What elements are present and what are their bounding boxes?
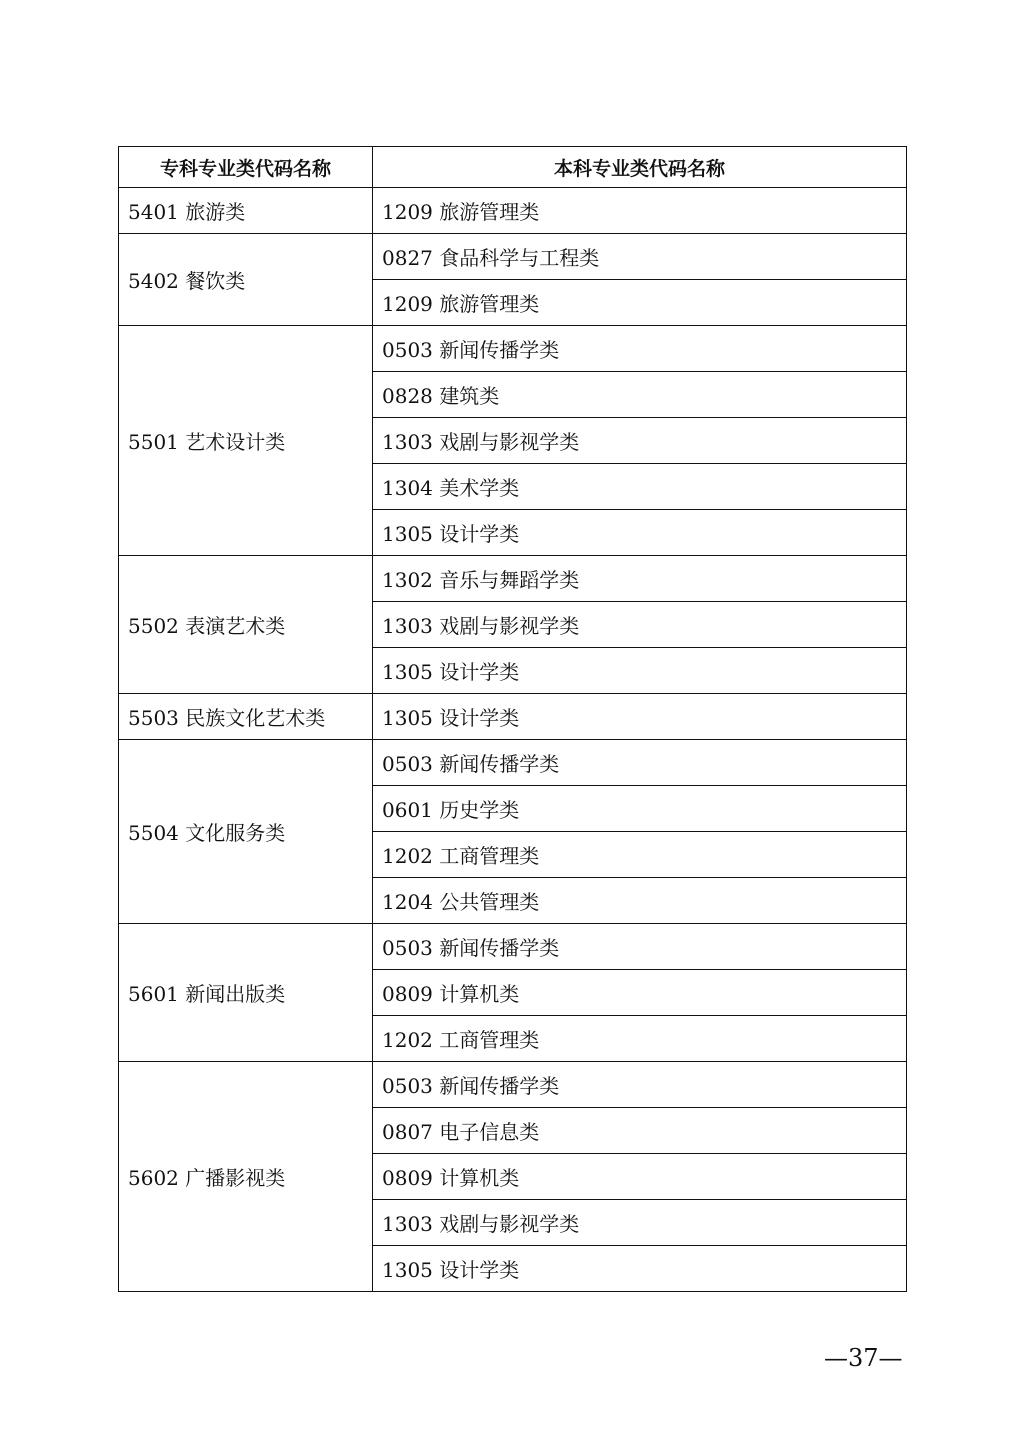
- bachelor-major-cell: 0503 新闻传播学类: [373, 740, 907, 786]
- bachelor-major-cell: 0809 计算机类: [373, 1154, 907, 1200]
- bachelor-major-cell: 1305 设计学类: [373, 1246, 907, 1292]
- associate-major-cell: 5503 民族文化艺术类: [119, 694, 373, 740]
- bachelor-major-cell: 1302 音乐与舞蹈学类: [373, 556, 907, 602]
- bachelor-major-cell: 0827 食品科学与工程类: [373, 234, 907, 280]
- bachelor-major-cell: 0807 电子信息类: [373, 1108, 907, 1154]
- table-row: [119, 1062, 907, 1108]
- bachelor-major-cell: 1304 美术学类: [373, 464, 907, 510]
- associate-major-cell: 5601 新闻出版类: [119, 924, 373, 1062]
- major-mapping-table: [118, 146, 907, 1292]
- bachelor-major-cell: 1202 工商管理类: [373, 1016, 907, 1062]
- bachelor-major-cell: 1303 戏剧与影视学类: [373, 602, 907, 648]
- table-row: [119, 556, 907, 602]
- associate-major-cell: 5402 餐饮类: [119, 234, 373, 326]
- table-row: [119, 694, 907, 740]
- table-row: [119, 924, 907, 970]
- associate-major-cell: 5502 表演艺术类: [119, 556, 373, 694]
- bachelor-major-cell: 0809 计算机类: [373, 970, 907, 1016]
- bachelor-major-cell: 1303 戏剧与影视学类: [373, 418, 907, 464]
- associate-major-cell: 5504 文化服务类: [119, 740, 373, 924]
- bachelor-major-cell: 0601 历史学类: [373, 786, 907, 832]
- table-body: [119, 188, 907, 1292]
- bachelor-major-cell: 1305 设计学类: [373, 694, 907, 740]
- bachelor-major-cell: 1305 设计学类: [373, 648, 907, 694]
- table-header-row: [119, 147, 907, 188]
- header-associate-major: 专科专业类代码名称: [119, 147, 373, 188]
- page-number: —37—: [824, 1344, 903, 1372]
- associate-major-cell: 5501 艺术设计类: [119, 326, 373, 556]
- bachelor-major-cell: 1209 旅游管理类: [373, 280, 907, 326]
- header-bachelor-major: 本科专业类代码名称: [373, 147, 907, 188]
- bachelor-major-cell: 0503 新闻传播学类: [373, 1062, 907, 1108]
- table-row: [119, 326, 907, 372]
- bachelor-major-cell: 1305 设计学类: [373, 510, 907, 556]
- bachelor-major-cell: 1202 工商管理类: [373, 832, 907, 878]
- bachelor-major-cell: 0503 新闻传播学类: [373, 326, 907, 372]
- table-row: [119, 234, 907, 280]
- table-row: [119, 740, 907, 786]
- bachelor-major-cell: 0828 建筑类: [373, 372, 907, 418]
- bachelor-major-cell: 1204 公共管理类: [373, 878, 907, 924]
- bachelor-major-cell: 1303 戏剧与影视学类: [373, 1200, 907, 1246]
- associate-major-cell: 5602 广播影视类: [119, 1062, 373, 1292]
- bachelor-major-cell: 0503 新闻传播学类: [373, 924, 907, 970]
- associate-major-cell: 5401 旅游类: [119, 188, 373, 234]
- bachelor-major-cell: 1209 旅游管理类: [373, 188, 907, 234]
- table-row: [119, 188, 907, 234]
